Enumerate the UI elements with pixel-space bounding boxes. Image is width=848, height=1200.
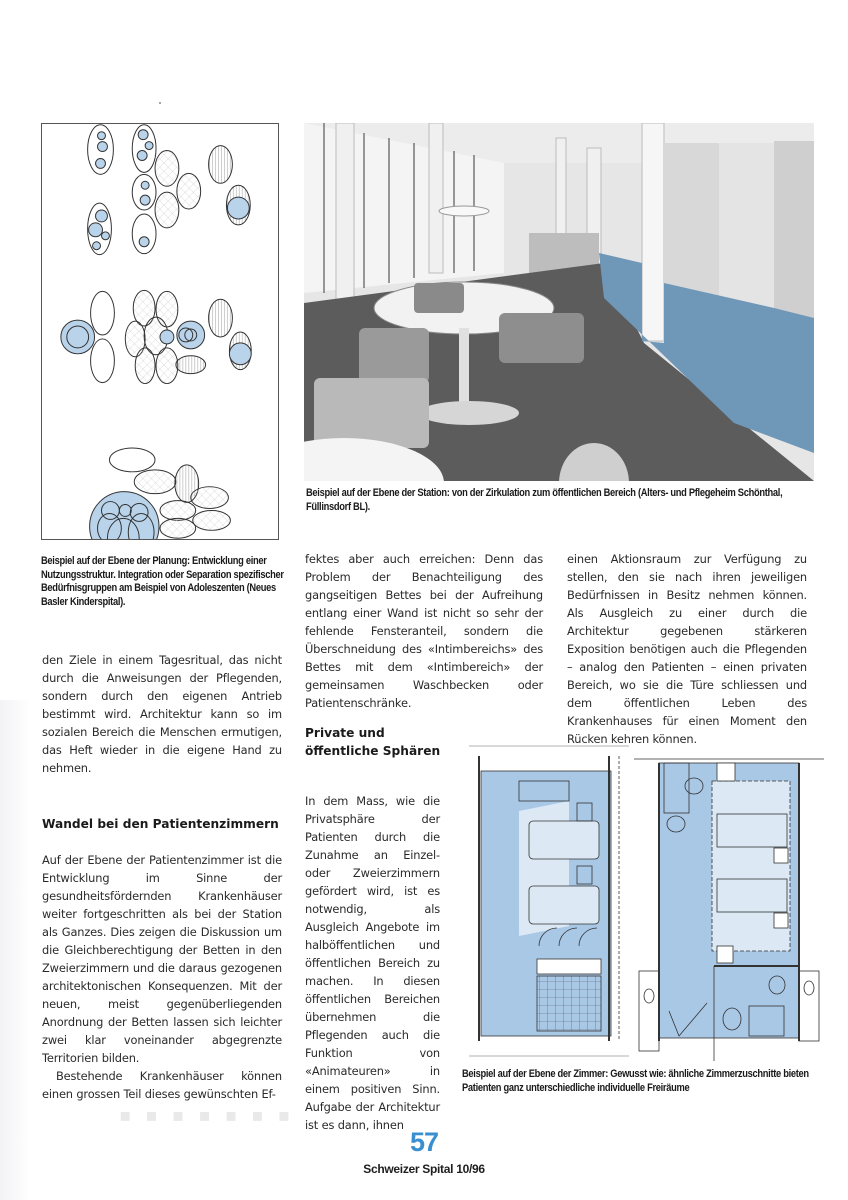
floor-plan-illustration bbox=[459, 741, 824, 1064]
paragraph: Bestehende Krankenhäuser können einen grossen Teil dieses gewünschten Ef- bbox=[42, 1069, 282, 1101]
section-heading-wandel: Wandel bei den Patientenzimmern bbox=[42, 817, 279, 831]
scan-speck bbox=[159, 102, 161, 104]
paragraph: den Ziele in einem Tagesritual, das nicht durch die Anweisungen der Pflegenden, sondern durch den eigenen Antrieb bestimmt wird. Architektur kann so im sozialen Bereich die Menschen ermutigen, das Heft wieder in die eigene Hand zu nehmen. bbox=[42, 653, 282, 775]
column-3-body bbox=[567, 550, 807, 748]
bubble-diagram-illustration bbox=[42, 124, 278, 539]
column-2-narrow-body bbox=[305, 792, 440, 1134]
diagram-caption: Beispiel auf der Ebene der Planung: Entwicklung einer Nutzungsstruktur. Integration oder Separation spezifischer Bedürfnisgruppen am Beispiel von Adoleszenten (Neues Basler Kinderspital). bbox=[41, 555, 284, 608]
column-1-intro bbox=[42, 651, 282, 777]
station-photo bbox=[304, 123, 814, 481]
journal-footer: Schweizer Spital 10/96 bbox=[363, 1162, 485, 1176]
column-2-body bbox=[305, 550, 543, 712]
paragraph: Auf der Ebene der Patientenzimmer ist die Entwicklung im Sinne der gesundheitsfördernden Krankenhäuser weiter fortgeschritten als bei der Station als Ganzes. Dies zeigen die Diskussion um die Gleichberechtigung der Betten in den Zweierzimmern und die daraus gezogenen architektonischen Konsequenzen. Mit der neuen, meist gegenüberliegenden Anordnung der Betten lassen sich leichter zwei klar voneinander abgegrenzte Territorien bilden. bbox=[42, 853, 282, 1065]
planning-diagram-figure bbox=[41, 123, 279, 540]
paragraph: einen Aktionsraum zur Verfügung zu stellen, den sie nach ihren jeweiligen Bedürfnissen in Besitz nehmen können. Als Ausgleich zu einer durch die Architektur gegebenen stärkeren Exposition benötigen auch die Pflegenden – analog den Patienten – einen privaten Bereich, wo sie die Türe schliessen und dem öffentlichen Leben des Krankenhauses für einen Moment den Rücken kehren können. bbox=[567, 552, 807, 746]
scan-shadow bbox=[0, 700, 30, 1200]
page-number: 57 bbox=[409, 1127, 439, 1157]
paragraph: In dem Mass, wie die Privatsphäre der Patienten durch die Zunahme an Einzel- oder Zweierzimmern gefördert wird, ist es notwendig, als Ausgleich Angebote im halböffentlichen und öffentlichen Bereich zu machen. In diesen öffentlichen Bereichen übernehmen die Pflegenden auch die Funktion von «Animateuren» in einem positiven Sinn. Aufgabe der Architektur ist es dann, ihnen bbox=[305, 794, 440, 1132]
interior-photo-illustration bbox=[304, 123, 814, 481]
paragraph: fektes aber auch erreichen: Denn das Problem der Benachteiligung des gangseitigen Bettes bei der Aufreihung entlang einer Wand ist nicht so sehr der fehlende Fensteranteil, sondern die Überschneidung des «Intimbereichs» des Bettes mit dem «Intimbereich» der gemeinsamen Waschbecken oder Patientenschränke. bbox=[305, 552, 543, 710]
section-heading-private: Private und öffentliche Sphären bbox=[305, 726, 441, 758]
column-1-body bbox=[42, 851, 282, 1103]
photo-caption: Beispiel auf der Ebene der Station: von der Zirkulation zum öffentlichen Bereich (Alters- und Pflegeheim Schönthal, Füllinsdorf BL). bbox=[306, 487, 783, 513]
plans-caption: Beispiel auf der Ebene der Zimmer: Gewusst wie: ähnliche Zimmerzuschnitte bieten Patienten ganz unterschiedliche individuelle Freiräume bbox=[462, 1068, 809, 1094]
room-floor-plans-figure bbox=[459, 741, 824, 1064]
show-through-text: ▪ ▪ ▪ ▪ ▪ ▪ ▪ bbox=[115, 1105, 290, 1126]
